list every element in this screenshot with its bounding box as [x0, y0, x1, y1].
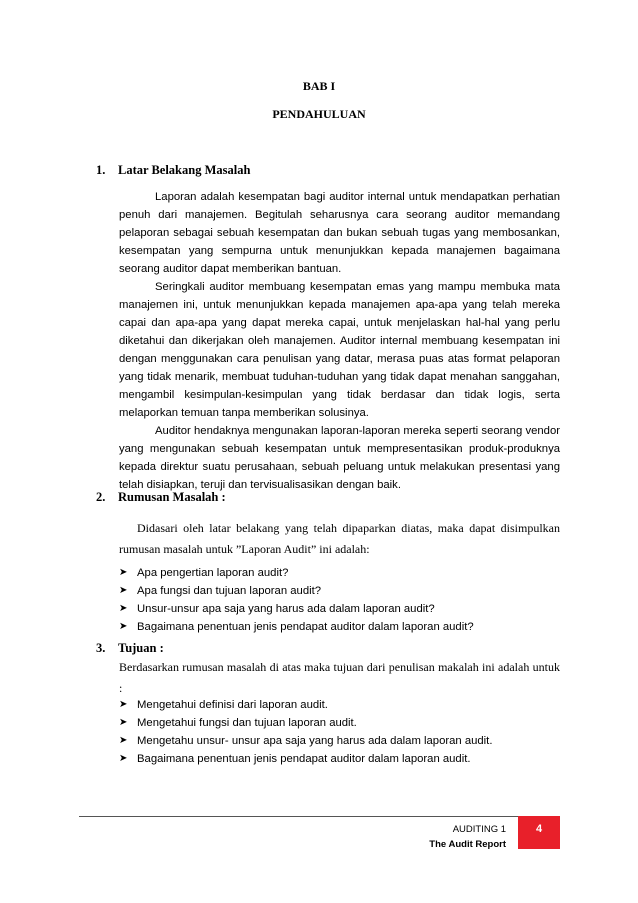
arrowhead-bullet-icon: ➤ [119, 699, 128, 710]
section-2-intro [119, 518, 560, 560]
footer-subject: AUDITING 1 [452, 824, 506, 835]
section-1-title: Latar Belakang Masalah [118, 163, 251, 177]
footer-subtitle: The Audit Report [429, 839, 506, 850]
section-3-list [119, 696, 492, 768]
list-item: ➤ Bagaimana penentuan jenis pendapat auditor dalam laporan audit. [119, 750, 492, 768]
section-3-intro [119, 657, 560, 699]
list-item: ➤ Mengetahui definisi dari laporan audit. [119, 696, 492, 714]
list-item: ➤ Mengetahui fungsi dan tujuan laporan audit. [119, 714, 492, 732]
arrowhead-bullet-icon: ➤ [119, 603, 128, 614]
paragraph: Didasari oleh latar belakang yang telah dipaparkan diatas, maka dapat disimpulkan rumusan masalah untuk ”Laporan Audit” ini adalah: [119, 521, 560, 556]
arrowhead-bullet-icon: ➤ [119, 753, 128, 764]
chapter-label: BAB I [302, 79, 336, 93]
arrowhead-bullet-icon: ➤ [119, 717, 128, 728]
page-number: 4 [535, 823, 543, 835]
arrowhead-bullet-icon: ➤ [119, 735, 128, 746]
list-item: ➤ Apa pengertian laporan audit? [119, 564, 474, 582]
list-item: ➤ Bagaimana penentuan jenis pendapat auditor dalam laporan audit? [119, 618, 474, 636]
section-1-number: 1. [96, 163, 106, 177]
paragraph: Berdasarkan rumusan masalah di atas maka tujuan dari penulisan makalah ini adalah untuk : [119, 660, 560, 695]
section-2-heading [96, 490, 226, 505]
section-2-title: Rumusan Masalah : [118, 490, 226, 504]
arrowhead-bullet-icon: ➤ [119, 585, 128, 596]
section-2-list [119, 564, 474, 636]
section-3-heading [96, 641, 164, 656]
arrowhead-bullet-icon: ➤ [119, 567, 128, 578]
section-1-body [119, 188, 560, 494]
paragraph: Laporan adalah kesempatan bagi auditor internal untuk mendapatkan perhatian penuh dari manajemen. Begitulah seharusnya cara seorang auditor memandang pelaporan sebagai sebuah kesempatan dan bukan sebuah tugas yang membosankan, kesempatan yang sempurna untuk menunjukkan kepada manajemen bagaimana seorang auditor dapat memberikan bantuan. [119, 191, 560, 275]
section-1-heading [96, 163, 250, 178]
chapter-title: PENDAHULUAN [272, 107, 366, 121]
arrowhead-bullet-icon: ➤ [119, 621, 128, 632]
section-3-number: 3. [96, 641, 106, 655]
page-number-badge [518, 816, 560, 849]
paragraph: Auditor hendaknya mengunakan laporan-laporan mereka seperti seorang vendor yang mengunakan sebuah kesempatan untuk mempresentasikan produk-produknya kepada direktur suatu perusahaan, sebuah peluang untuk melakukan presentasi yang telah disiapkan, teruji dan tervisualisasikan dengan baik. [119, 425, 560, 491]
footer-divider [79, 816, 559, 817]
list-item: ➤ Unsur-unsur apa saja yang harus ada dalam laporan audit? [119, 600, 474, 618]
list-item: ➤ Mengetahu unsur- unsur apa saja yang harus ada dalam laporan audit. [119, 732, 492, 750]
paragraph: Seringkali auditor membuang kesempatan emas yang mampu membuka mata manajemen ini, untuk menunjukkan kepada manajemen apa-apa yang telah mereka capai dan apa-apa yang dapat mereka capai, untuk menjelaskan hal-hal yang perlu diketahui dan dikerjakan oleh manajemen. Auditor internal membuang kesempatan ini dengan menggunakan cara penulisan yang datar, merasa puas atas format pelaporan yang tidak menarik, membuat tuduhan-tuduhan yang tidak dapat menahan sanggahan, mengambil kesimpulan-kesimpulan yang tidak berdasar dan tidak logis, serta melaporkan temuan tanpa memberikan solusinya. [119, 281, 560, 419]
list-item: ➤ Apa fungsi dan tujuan laporan audit? [119, 582, 474, 600]
section-2-number: 2. [96, 490, 106, 504]
section-3-title: Tujuan : [118, 641, 164, 655]
